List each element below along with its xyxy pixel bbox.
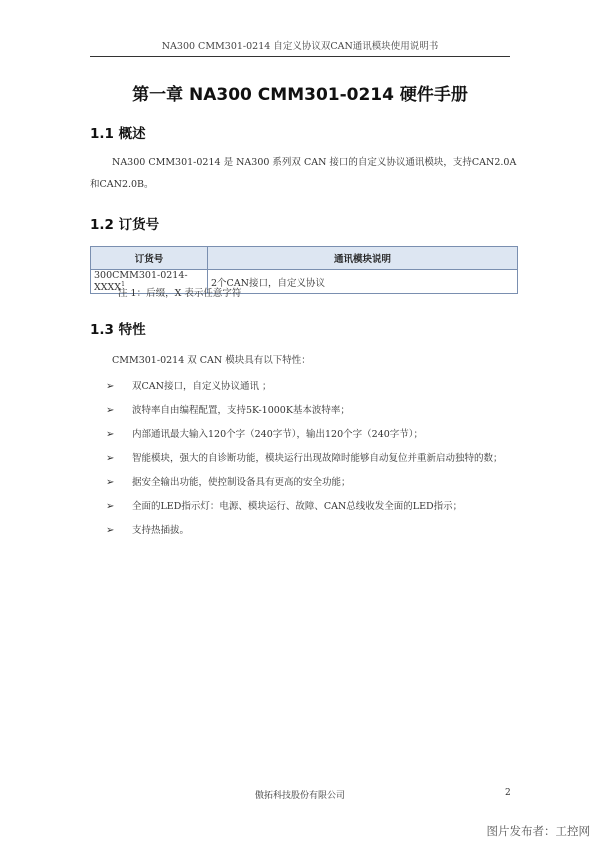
watermark: 图片发布者：工控网 [486, 824, 590, 838]
footer-company: 傲拓科技股份有限公司 [254, 791, 345, 801]
feature-list [106, 376, 526, 544]
part-number: 300CMM301-0214-XXXX [94, 270, 188, 294]
feature-text: 内部通讯最大输入120个字（240字节），输出120个字（240字节）； [132, 429, 424, 440]
arrow-bullet-icon: ➢ [106, 381, 115, 392]
list-item [106, 472, 526, 494]
list-item [106, 400, 526, 422]
table-header-row [91, 247, 518, 270]
list-item [106, 424, 526, 446]
chapter-title: 第一章 NA300 CMM301-0214 硬件手册 [132, 85, 468, 105]
description-cell: 2个CAN接口，自定义协议 [208, 270, 518, 294]
feature-text: 双CAN接口，自定义协议通讯 ； [132, 381, 272, 392]
arrow-bullet-icon: ➢ [106, 429, 115, 440]
list-item [106, 520, 526, 542]
arrow-bullet-icon: ➢ [106, 477, 115, 488]
arrow-bullet-icon: ➢ [106, 453, 115, 464]
arrow-bullet-icon: ➢ [106, 405, 115, 416]
list-item [106, 496, 526, 518]
section-heading-order: 1.2 订货号 [90, 217, 160, 233]
table-header-cell: 通讯模块说明 [208, 247, 518, 270]
section-heading-overview: 1.1 概述 [90, 126, 146, 142]
feature-text: 全面的LED指示灯：电源、模块运行、故障、CAN总线收发全面的LED指示； [132, 501, 463, 512]
list-item [106, 448, 526, 470]
feature-text: 智能模块，强大的自诊断功能，模块运行出现故障时能够自动复位并重新启动独特的数； [132, 453, 503, 464]
page-header: NA300 CMM301-0214 自定义协议双CAN通讯模块使用说明书 [90, 38, 510, 57]
footnote-mark: 1 [121, 281, 125, 288]
arrow-bullet-icon: ➢ [106, 501, 115, 512]
feature-text: 波特率自由编程配置，支持5K-1000K基本波特率； [132, 405, 350, 416]
section-heading-features: 1.3 特性 [90, 322, 146, 338]
overview-text-line1: NA300 CMM301-0214 是 NA300 系列双 CAN 接口的自定义协议通讯模块，支持CAN2.0A [112, 157, 517, 168]
arrow-bullet-icon: ➢ [106, 525, 115, 536]
feature-text: 支持热插拔。 [132, 525, 190, 536]
list-item [106, 376, 526, 398]
features-intro: CMM301-0214 双 CAN 模块具有以下特性： [112, 355, 311, 366]
table-note: 注 1：后缀，X 表示任意字符 [118, 288, 242, 299]
table-header-cell: 订货号 [91, 247, 208, 270]
feature-text: 据安全输出功能，使控制设备具有更高的安全功能； [132, 477, 351, 488]
overview-text-line2: 和CAN2.0B。 [90, 179, 154, 190]
page-number: 2 [505, 788, 511, 798]
